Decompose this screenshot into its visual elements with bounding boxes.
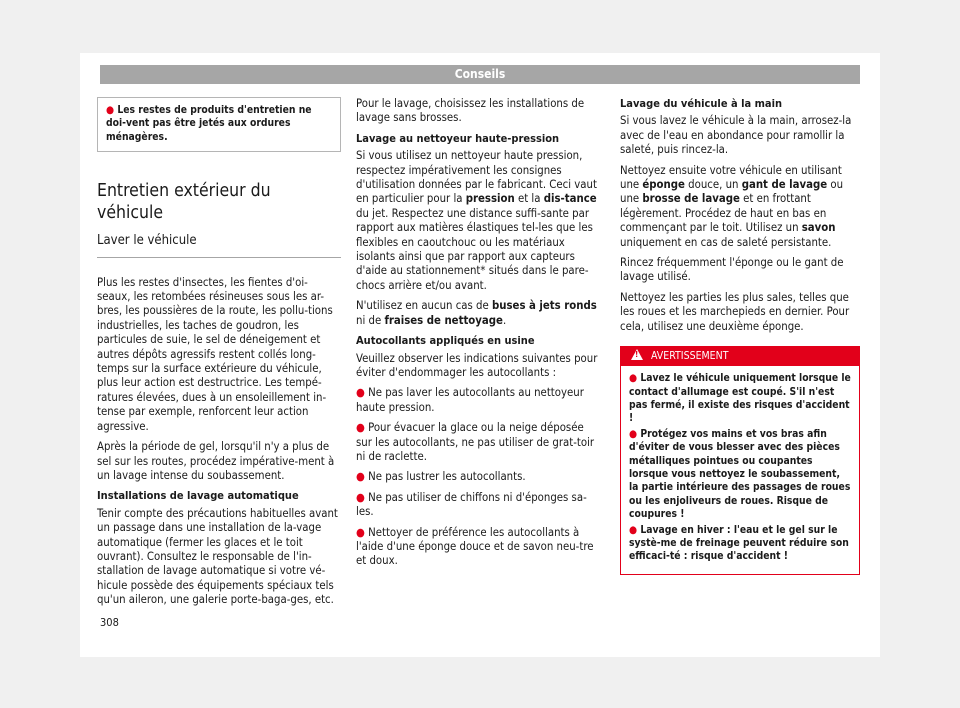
page-number: 308 — [100, 616, 119, 629]
subheading: Installations de lavage automatique — [97, 489, 299, 503]
paragraph: Veuillez observer les indications suivantes pour éviter d'endommager les autocollants : — [356, 351, 598, 379]
column-1 — [97, 97, 341, 614]
bullet-icon: ● — [356, 421, 365, 435]
paragraph: Nettoyez ensuite votre véhicule en utilisant une éponge douce, un gant de lavage ou une brosse de lavage et en frottant légèrement. Procédez de haut en bas en commençant par le toit. Utilisez un savon uniquement en cas de saleté persistante. — [620, 163, 844, 249]
paragraph: Après la période de gel, lorsqu'il n'y a plus de sel sur les routes, procédez impérative-ment à un lavage intense du soubassement. — [97, 440, 335, 482]
paragraph: Tenir compte des précautions habituelles avant un passage dans une installation de la-vage automatique (fermer les glaces et le toit ouvrant). Consultez le responsable de l'in-stallation de lavage automatique si votre vé-hicule possède des équipements spéciaux tels qu'un aileron, une galerie porte-baga-ges, etc. — [97, 506, 338, 607]
warning-item: ● Protégez vos mains et vos bras afin d'éviter de vous blesser avec des pièces métalliques pointues ou coupantes lorsque vous nettoyez le soubassement, la partie intérieure des passages de roues ou les enjoliveurs de roues. Risque de coupures ! — [629, 427, 851, 521]
list-item: ● Ne pas laver les autocollants au nettoyeur haute pression. — [356, 386, 584, 414]
list-item: ● Ne pas lustrer les autocollants. — [356, 470, 526, 484]
note-text: Les restes de produits d'entretien ne doi-vent pas être jetés aux ordures ménagères. — [106, 104, 312, 143]
section-subtitle: Laver le véhicule — [97, 234, 341, 257]
section-title: Entretien extérieur du véhicule — [97, 181, 271, 224]
warning-body — [621, 366, 859, 574]
bullet-icon: ● — [629, 372, 638, 385]
warning-item: ● Lavez le véhicule uniquement lorsque le contact d'allumage est coupé. S'il n'est pas fermé, il existe des risques d'accident ! — [629, 372, 851, 425]
warning-header: !AVERTISSEMENT — [621, 347, 859, 366]
bullet-icon: ● — [106, 104, 115, 116]
bullet-icon: ● — [356, 490, 365, 504]
bullet-icon: ● — [356, 525, 365, 539]
warning-item: ● Lavage en hiver : l'eau et le gel sur le systè-me de freinage peuvent réduire son efficaci-té : risque d'accident ! — [629, 523, 849, 563]
paragraph: Si vous lavez le véhicule à la main, arrosez-la avec de l'eau en abondance pour ramollir la saleté, puis rincez-la. — [620, 114, 852, 157]
column-3 — [620, 97, 860, 575]
paragraph: Si vous utilisez un nettoyeur haute pression, respectez impérativement les consignes d'utilisation données par le fabricant. Ceci vaut en particulier pour la pression et la dis-tance du jet. Respectez une distance suffi-sante par rapport aux matières élastiques tel-les que les flexibles en caoutchouc ou les matériaux isolants ainsi que par rapport aux capteurs d'aide au stationnement* situés dans le pare-chocs arrière et/ou avant. — [356, 149, 597, 292]
section-header: Conseils — [100, 65, 860, 84]
subheading: Lavage du véhicule à la main — [620, 97, 783, 110]
subheading: Lavage au nettoyeur haute-pression — [356, 131, 560, 145]
paragraph: Pour le lavage, choisissez les installations de lavage sans brosses. — [356, 97, 585, 125]
column-2 — [356, 97, 600, 575]
list-item: ● Nettoyer de préférence les autocollants à l'aide d'une éponge douce et de savon neu-tre et doux. — [356, 525, 594, 568]
paragraph: Rincez fréquemment l'éponge ou le gant de lavage utilisé. — [620, 256, 844, 284]
paragraph: Nettoyez les parties les plus sales, telles que les roues et les marchepieds en dernier. Pour cela, utilisez une deuxième éponge. — [620, 290, 850, 333]
bullet-icon: ● — [356, 386, 365, 400]
bullet-icon: ● — [629, 523, 638, 536]
list-item: ● Pour évacuer la glace ou la neige déposée sur les autocollants, ne pas utiliser de grat-toir ni de raclette. — [356, 421, 595, 463]
list-item: ● Ne pas utiliser de chiffons ni d'éponges sa-les. — [356, 490, 587, 519]
warning-triangle-icon — [631, 349, 643, 360]
bullet-icon: ● — [629, 427, 638, 440]
paragraph: N'utilisez en aucun cas de buses à jets ronds ni de fraises de nettoyage. — [356, 299, 597, 327]
paragraph: Plus les restes d'insectes, les fientes d'oi-seaux, les retombées résineuses sous les ar-bres, les poussières de la route, les pollu-tions industrielles, les taches de goudron, les particules de suie, le sel de déneigement et autres dépôts agressifs restent collés long-temps sur la surface extérieure du véhicule, plus leur action est destructrice. Les tempé-ratures élevées, dues à un ensoleillement in-tense par exemple, renforcent leur action agressive. — [97, 275, 333, 433]
warning-box — [620, 346, 860, 575]
bullet-icon: ● — [356, 470, 365, 484]
subheading: Autocollants appliqués en usine — [356, 334, 535, 348]
note-box — [97, 97, 341, 152]
